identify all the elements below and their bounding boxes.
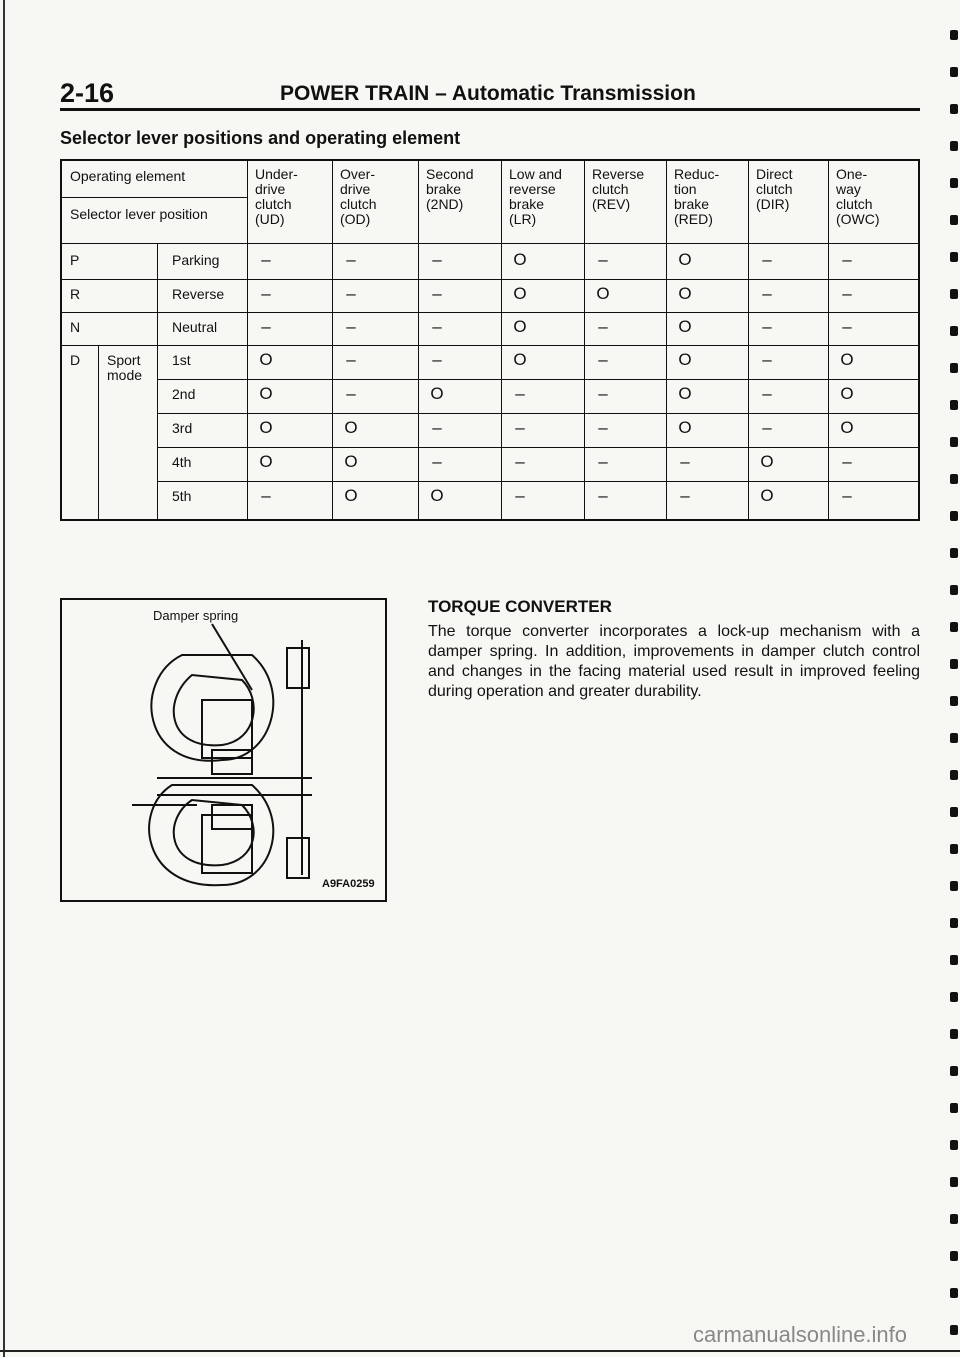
corner-bottom-label: Selector lever position xyxy=(70,206,208,222)
engaged-mark: O xyxy=(344,452,358,471)
not-engaged-mark: – xyxy=(346,317,356,336)
margin-mark xyxy=(950,141,958,151)
margin-mark xyxy=(950,326,958,336)
column-header-line: (DIR) xyxy=(756,196,790,212)
left-scan-edge xyxy=(3,0,5,1357)
operating-element-table xyxy=(60,159,920,521)
margin-mark xyxy=(950,955,958,965)
column-header-line: clutch xyxy=(340,196,377,212)
header-rule xyxy=(60,108,920,111)
figure-code: A9FA0259 xyxy=(322,878,375,890)
not-engaged-mark: – xyxy=(842,250,852,269)
torque-converter-heading: TORQUE CONVERTER xyxy=(428,597,612,616)
engaged-mark: O xyxy=(513,350,527,369)
engaged-mark: O xyxy=(840,384,854,403)
not-engaged-mark: – xyxy=(762,284,772,303)
not-engaged-mark: – xyxy=(598,384,608,403)
column-header-line: Direct xyxy=(756,166,793,182)
not-engaged-mark: – xyxy=(598,250,608,269)
not-engaged-mark: – xyxy=(515,384,525,403)
column-rule xyxy=(828,161,829,519)
column-header-line: clutch xyxy=(592,181,629,197)
column-header-line: Low and xyxy=(509,166,562,182)
header-bottom-rule xyxy=(62,243,920,244)
row-rule xyxy=(62,345,920,346)
drive-mode-word: mode xyxy=(107,367,143,383)
watermark: carmanualsonline.info xyxy=(693,1322,908,1347)
gear-label: 3rd xyxy=(172,420,193,436)
not-engaged-mark: – xyxy=(842,317,852,336)
column-header-line: (OD) xyxy=(340,211,371,227)
not-engaged-mark: – xyxy=(261,250,271,269)
gear-label: 4th xyxy=(172,454,192,470)
engaged-mark: O xyxy=(596,284,610,303)
margin-mark xyxy=(950,104,958,114)
column-header-line: Second xyxy=(426,166,474,182)
column-header-line: drive xyxy=(255,181,286,197)
engaged-mark: O xyxy=(259,452,273,471)
margin-mark xyxy=(950,1140,958,1150)
engaged-mark: O xyxy=(259,384,273,403)
margin-mark xyxy=(950,400,958,410)
position-rule-d xyxy=(98,345,99,519)
engaged-mark: O xyxy=(760,486,774,505)
figure-label: Damper spring xyxy=(153,608,239,623)
gear-label: 1st xyxy=(172,352,191,368)
margin-mark xyxy=(950,1288,958,1298)
not-engaged-mark: – xyxy=(515,418,525,437)
column-header-line: (OWC) xyxy=(836,211,880,227)
torque-converter-cross-section-icon xyxy=(62,600,385,900)
margin-mark xyxy=(950,918,958,928)
not-engaged-mark: – xyxy=(432,317,442,336)
engaged-mark: O xyxy=(344,418,358,437)
column-header-line: Reverse xyxy=(592,166,645,182)
engaged-mark: O xyxy=(678,317,692,336)
not-engaged-mark: – xyxy=(680,486,690,505)
column-header-line: (2ND) xyxy=(426,196,464,212)
gear-label: Reverse xyxy=(172,286,225,302)
column-header-line: (LR) xyxy=(509,211,537,227)
not-engaged-mark: – xyxy=(261,317,271,336)
column-header-line: brake xyxy=(509,196,545,212)
column-header xyxy=(509,167,562,227)
selector-position: R xyxy=(70,286,81,302)
column-header-line: (REV) xyxy=(592,196,631,212)
column-header xyxy=(756,167,793,212)
not-engaged-mark: – xyxy=(598,452,608,471)
column-header-line: brake xyxy=(426,181,462,197)
not-engaged-mark: – xyxy=(261,284,271,303)
section-title: Selector lever positions and operating element xyxy=(60,128,461,148)
engaged-mark: O xyxy=(344,486,358,505)
not-engaged-mark: – xyxy=(346,250,356,269)
column-rule xyxy=(748,161,749,519)
torque-converter-body: The torque converter incorporates a lock-up mechanism with a damper spring. In addition, improvements in damper clutch control and changes in the facing material used result in improved feeling during operation and greater durability. xyxy=(428,623,920,700)
margin-mark xyxy=(950,659,958,669)
column-header-line: Reduc- xyxy=(674,166,720,182)
margin-mark xyxy=(950,1029,958,1039)
bottom-rule xyxy=(0,1350,960,1352)
not-engaged-mark: – xyxy=(515,452,525,471)
scan-margin-marks xyxy=(940,0,960,1357)
margin-mark xyxy=(950,474,958,484)
engaged-mark: O xyxy=(430,384,444,403)
margin-mark xyxy=(950,770,958,780)
margin-mark xyxy=(950,67,958,77)
margin-mark xyxy=(950,511,958,521)
column-header-line: tion xyxy=(674,181,697,197)
not-engaged-mark: – xyxy=(598,317,608,336)
margin-mark xyxy=(950,881,958,891)
column-header-line: clutch xyxy=(836,196,873,212)
not-engaged-mark: – xyxy=(762,418,772,437)
not-engaged-mark: – xyxy=(598,418,608,437)
column-rule xyxy=(418,161,419,519)
column-header-line: reverse xyxy=(509,181,556,197)
not-engaged-mark: – xyxy=(261,486,271,505)
margin-mark xyxy=(950,30,958,40)
column-header xyxy=(836,167,880,227)
margin-mark xyxy=(950,437,958,447)
column-header-line: clutch xyxy=(255,196,292,212)
column-header xyxy=(426,167,473,212)
column-rule xyxy=(247,161,248,519)
margin-mark xyxy=(950,363,958,373)
margin-mark xyxy=(950,733,958,743)
engaged-mark: O xyxy=(259,418,273,437)
not-engaged-mark: – xyxy=(346,350,356,369)
column-header-line: clutch xyxy=(756,181,793,197)
engaged-mark: O xyxy=(513,317,527,336)
engaged-mark: O xyxy=(678,250,692,269)
selector-position: N xyxy=(70,319,81,335)
engaged-mark: O xyxy=(678,350,692,369)
selector-position: P xyxy=(70,252,80,268)
engaged-mark: O xyxy=(840,350,854,369)
not-engaged-mark: – xyxy=(762,317,772,336)
column-header xyxy=(255,167,298,227)
row-rule xyxy=(62,279,920,280)
column-header xyxy=(592,167,644,212)
not-engaged-mark: – xyxy=(432,284,442,303)
not-engaged-mark: – xyxy=(842,452,852,471)
margin-mark xyxy=(950,696,958,706)
position-rule xyxy=(157,243,158,519)
engaged-mark: O xyxy=(840,418,854,437)
column-header-line: way xyxy=(836,181,861,197)
page-number: 2-16 xyxy=(60,78,115,108)
not-engaged-mark: – xyxy=(598,486,608,505)
not-engaged-mark: – xyxy=(346,384,356,403)
not-engaged-mark: – xyxy=(432,250,442,269)
not-engaged-mark: – xyxy=(680,452,690,471)
margin-mark xyxy=(950,807,958,817)
engaged-mark: O xyxy=(430,486,444,505)
column-header-line: Under- xyxy=(255,166,298,182)
column-rule xyxy=(332,161,333,519)
gear-label: Parking xyxy=(172,252,220,268)
not-engaged-mark: – xyxy=(598,350,608,369)
column-rule xyxy=(584,161,585,519)
column-header xyxy=(674,167,719,227)
row-rule xyxy=(157,447,920,448)
engaged-mark: O xyxy=(513,250,527,269)
corner-divider xyxy=(62,197,247,198)
gear-label: 5th xyxy=(172,488,192,504)
column-header-line: One- xyxy=(836,166,868,182)
margin-mark xyxy=(950,585,958,595)
column-rule xyxy=(666,161,667,519)
margin-mark xyxy=(950,992,958,1002)
gear-label: Neutral xyxy=(172,319,218,335)
not-engaged-mark: – xyxy=(842,284,852,303)
torque-converter-figure xyxy=(60,598,387,902)
column-header-line: Over- xyxy=(340,166,375,182)
column-header-line: (UD) xyxy=(255,211,285,227)
margin-mark xyxy=(950,844,958,854)
margin-mark xyxy=(950,252,958,262)
not-engaged-mark: – xyxy=(515,486,525,505)
column-header-line: drive xyxy=(340,181,371,197)
margin-mark xyxy=(950,622,958,632)
margin-mark xyxy=(950,1066,958,1076)
engaged-mark: O xyxy=(678,418,692,437)
margin-mark xyxy=(950,1177,958,1187)
not-engaged-mark: – xyxy=(346,284,356,303)
drive-mode xyxy=(107,353,152,383)
row-rule xyxy=(157,379,920,380)
column-header xyxy=(340,167,377,227)
margin-mark xyxy=(950,548,958,558)
margin-mark xyxy=(950,1103,958,1113)
margin-mark xyxy=(950,1251,958,1261)
not-engaged-mark: – xyxy=(432,418,442,437)
margin-mark xyxy=(950,215,958,225)
engaged-mark: O xyxy=(678,284,692,303)
not-engaged-mark: – xyxy=(432,350,442,369)
column-rule xyxy=(501,161,502,519)
margin-mark xyxy=(950,289,958,299)
margin-mark xyxy=(950,178,958,188)
engaged-mark: O xyxy=(259,350,273,369)
not-engaged-mark: – xyxy=(762,384,772,403)
column-header-line: brake xyxy=(674,196,710,212)
not-engaged-mark: – xyxy=(762,250,772,269)
corner-top-label: Operating element xyxy=(70,168,186,184)
page-header xyxy=(60,78,920,108)
not-engaged-mark: – xyxy=(432,452,442,471)
drive-mode-word: Sport xyxy=(107,352,141,368)
not-engaged-mark: – xyxy=(842,486,852,505)
engaged-mark: O xyxy=(678,384,692,403)
column-header-line: (RED) xyxy=(674,211,713,227)
selector-position: D xyxy=(70,352,81,368)
row-rule xyxy=(157,413,920,414)
margin-mark xyxy=(950,1325,958,1335)
gear-label: 2nd xyxy=(172,386,196,402)
row-rule xyxy=(62,312,920,313)
engaged-mark: O xyxy=(760,452,774,471)
running-title: POWER TRAIN – Automatic Transmission xyxy=(280,82,696,105)
not-engaged-mark: – xyxy=(762,350,772,369)
margin-mark xyxy=(950,1214,958,1224)
engaged-mark: O xyxy=(513,284,527,303)
row-rule xyxy=(157,481,920,482)
